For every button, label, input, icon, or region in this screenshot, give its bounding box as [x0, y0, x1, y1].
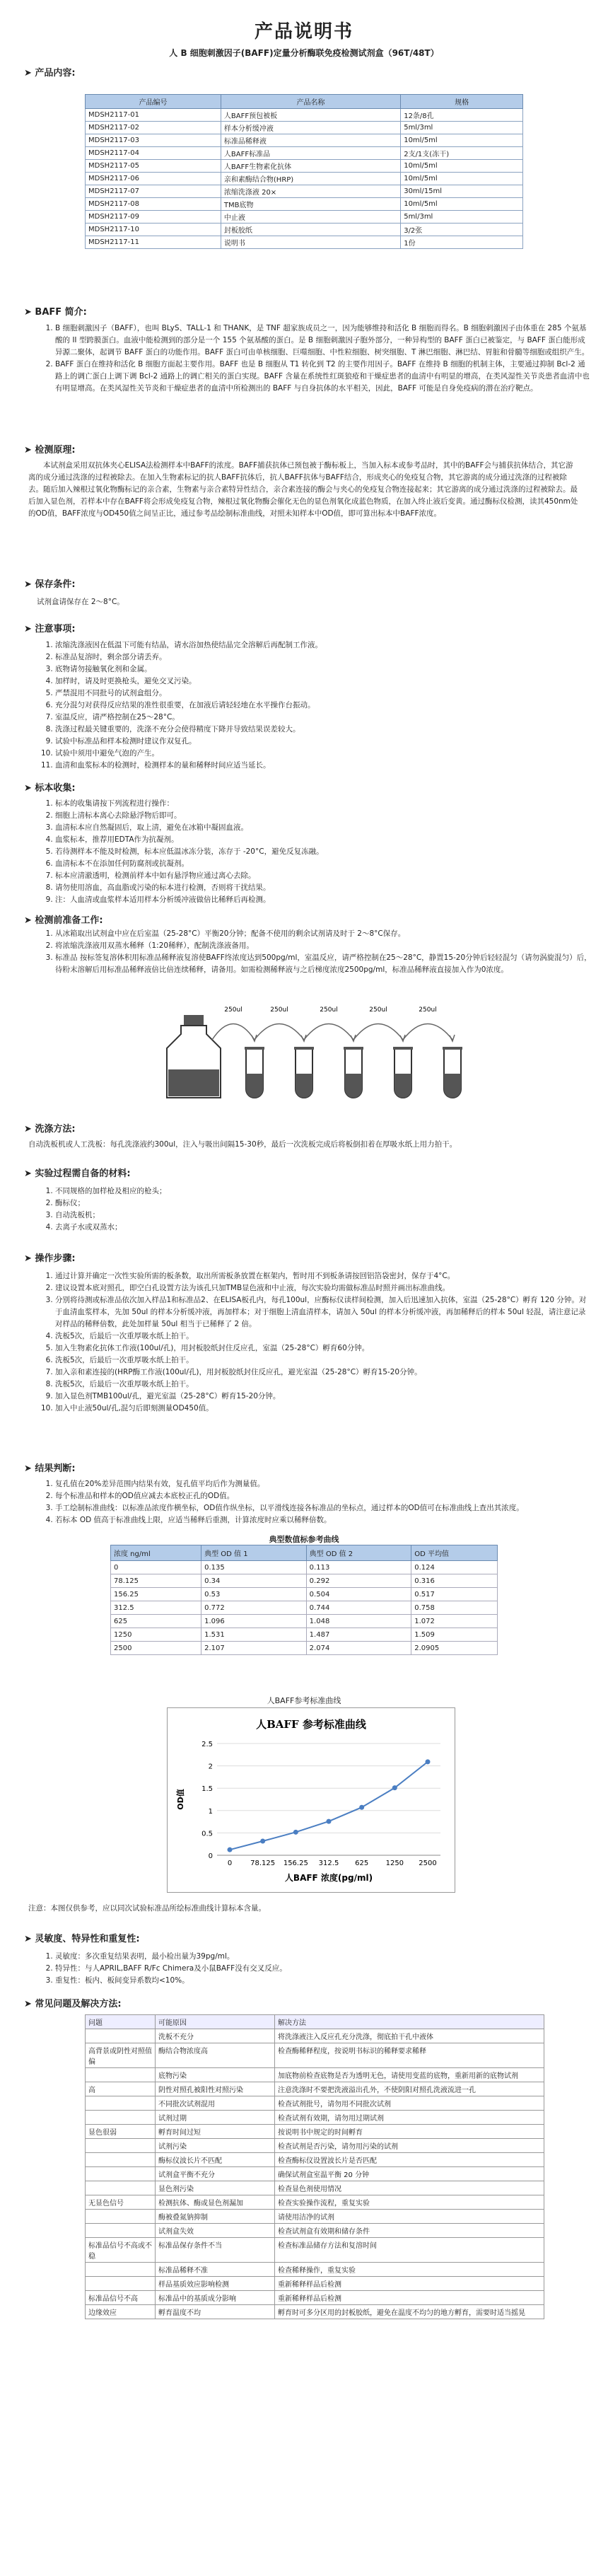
- list-item: 1. B 细胞刺激因子（BAFF），也叫 BLyS、TALL-1 和 THANK，是 TNF 超家族成员之一，因为能够维持和活化 B 细胞而得名。B 细胞刺激因子由体重在 285 个氨基酸的 II 型跨膜蛋白。血液中能检测到的部分是一个 155 个氨基酸的蛋白。是 B 细胞刺激因子胞外部分，一种异构型的 BAFF 蛋白已被鉴定，与 BAFF 蛋白能形成异源二聚体，起调节 BAFF 蛋白的功能作用。BAFF 蛋白可由单核细胞、巨噬细胞、中性粒细胞、树突细胞、T 淋巴细胞、淋巴结、胃脏和骨髓等细胞或组织产生。: [55, 323, 592, 359]
- table-cell: 625: [111, 1615, 201, 1628]
- list-item: 10. 加入中止液50ul/孔,混匀后即刻测量OD450值。: [55, 1403, 592, 1415]
- list-item: 5. 若待测样本不能及时检测，标本应低温冰冻分装，冻存于 -20°C，避免反复冻融。: [55, 846, 592, 858]
- table-row: [86, 236, 523, 249]
- transfer-volume-label: 250ul: [419, 1006, 437, 1014]
- table-cell: 5ml/3ml: [401, 122, 523, 134]
- table-row: [86, 2291, 544, 2305]
- table-row: [86, 2139, 544, 2153]
- page-subtitle: 人 B 细胞刺激因子(BAFF)定量分析酶联免疫检测试剂盒（96T/48T）: [169, 48, 439, 58]
- table-row: [111, 1642, 498, 1655]
- table-cell: 底物污染: [156, 2068, 275, 2082]
- table-cell: 检查稀释操作，重复实验: [275, 2263, 544, 2277]
- data-point: [426, 1759, 431, 1764]
- list-item: 4. 若标本 OD 值高于标准曲线上限，应适当稀释后重测，计算浓度时应乘以稀释倍数。: [55, 1514, 592, 1526]
- list-item: 9. 注：人血清或血浆样本适用样本分析缓冲液做倍比稀释后再检测。: [55, 894, 592, 906]
- sensitivity-list: [41, 1951, 592, 1987]
- list-item: 8. 洗涤过程最关键重要的，洗涤不充分会使得精度下降并导致结果误差较大。: [55, 724, 592, 736]
- list-item: 7. 加入亲和素连接的(HRP酶工作液(100ul/孔)，用封板胶纸封住反应孔，避光室温（25-28°C）孵育15-20分钟。: [55, 1367, 592, 1379]
- wash-text: 自动洗板机或人工洗板：每孔洗涤液约300ul，注入与吸出间隔15-30秒，最后一次洗板完成后将板倒扣着在厚吸水纸上用力拍干。: [28, 1140, 457, 1149]
- table-cell: 2.107: [201, 1642, 307, 1655]
- table-cell: 问题: [86, 2015, 156, 2029]
- table-cell: MDSH2117-08: [86, 198, 221, 211]
- list-item: 2. 标准品复溶时，剩余部分请丢弃。: [55, 651, 592, 663]
- list-item: 11. 血清和血浆标本的检测时，检测样本的量和稀释时间应适当延长。: [55, 760, 592, 772]
- data-point: [293, 1830, 298, 1835]
- prep-list: [41, 928, 592, 976]
- chart-caption: 人BAFF参考标准曲线: [267, 1696, 341, 1705]
- x-tick-label: 625: [355, 1860, 369, 1867]
- list-item: 1. 通过计算并确定一次性实验所需的板条数，取出所需板条放置在框架内，暂时用不到板条请按回铝箔袋密封，保存于4°C。: [55, 1270, 592, 1282]
- table-cell: [86, 2224, 156, 2238]
- list-item: 3. 重复性：板内、板间变异系数均<10%。: [55, 1975, 592, 1987]
- table-cell: 显色剂污染: [156, 2181, 275, 2195]
- table-cell: 156.25: [111, 1588, 201, 1601]
- x-tick-label: 0: [227, 1860, 233, 1867]
- table-row: [86, 2195, 544, 2210]
- table-cell: 样本分析缓冲液: [221, 122, 400, 134]
- table-cell: 检查酶标仪设置波长片是否匹配: [275, 2153, 544, 2167]
- table-cell: 孵育温度不均: [156, 2305, 275, 2319]
- table-cell: 检查试剂有效期，请勿用过期试剂: [275, 2111, 544, 2125]
- list-item: 4. 去离子水或双蒸水；: [55, 1222, 592, 1234]
- y-tick-label: 0.5: [201, 1830, 213, 1838]
- table-cell: 加底物前检查底物是否为透明无色，请使用变蓝的底物，重新用新的底物试剂: [275, 2068, 544, 2082]
- table-row: [111, 1628, 498, 1642]
- list-item: 7. 标本应清澈透明，检测前样本中如有悬浮物应通过离心去除。: [55, 870, 592, 882]
- table-cell: 亲和素酶结合物(HRP): [221, 173, 400, 185]
- table-cell: 说明书: [221, 236, 400, 249]
- list-item: 1. 复孔值在20%差异范围内结果有效，复孔值平均后作为测量值。: [55, 1478, 592, 1490]
- x-tick-label: 156.25: [283, 1860, 308, 1867]
- y-tick-label: 1: [208, 1807, 213, 1816]
- table-cell: [86, 2263, 156, 2277]
- list-item: 3. 手工绘制标准曲线：以标准品浓度作横坐标，OD值作纵坐标，以平滑线连接各标准品的坐标点，通过样本的OD值可在标准曲线上查出其浓度。: [55, 1502, 592, 1514]
- dilution-diagram: [156, 990, 495, 1110]
- list-item: 9. 试验中标准品和样本检测时建议作双复孔。: [55, 736, 592, 748]
- table-cell: 标准品中的基质成分影响: [156, 2291, 275, 2305]
- table-row: [86, 2096, 544, 2111]
- table-cell: MDSH2117-06: [86, 173, 221, 185]
- table-row: [86, 2210, 544, 2224]
- list-item: 8. 请勿使用溶血，高血脂或污染的标本进行检测，否则将干扰结果。: [55, 882, 592, 894]
- table-cell: 5ml/3ml: [401, 211, 523, 224]
- contents-table: [85, 94, 523, 249]
- y-tick-label: 2.5: [201, 1741, 213, 1748]
- table-cell: 标准品稀释液: [221, 134, 400, 147]
- list-item: 6. 洗板5次，后最后一次重厚吸水纸上拍干。: [55, 1354, 592, 1367]
- table-cell: MDSH2117-01: [86, 109, 221, 122]
- table-cell: MDSH2117-03: [86, 134, 221, 147]
- table-row: [86, 2167, 544, 2181]
- data-point: [327, 1819, 332, 1824]
- table-row: [111, 1561, 498, 1574]
- table-header: 典型 OD 值 1: [201, 1545, 307, 1561]
- section-heading-materials: ➤ 实验过程需自备的材料:: [24, 1166, 131, 1179]
- x-tick-label: 78.125: [250, 1860, 276, 1867]
- table-row: [111, 1574, 498, 1588]
- table-header: 浓度 ng/ml: [111, 1545, 201, 1561]
- table-cell: [86, 2139, 156, 2153]
- table-cell: MDSH2117-09: [86, 211, 221, 224]
- table-cell: MDSH2117-07: [86, 185, 221, 198]
- table-cell: 1.531: [201, 1628, 307, 1642]
- table-cell: 酶结合物浓度高: [156, 2043, 275, 2068]
- list-item: 2. 酶标仪；: [55, 1197, 592, 1209]
- x-tick-label: 312.5: [318, 1860, 339, 1867]
- steps-list: [41, 1270, 592, 1415]
- table-cell: 标准品信号不高: [86, 2291, 156, 2305]
- table-cell: 孵育时间过短: [156, 2125, 275, 2139]
- list-item: 4. 血浆标本，推荐用EDTA作为抗凝剂。: [55, 834, 592, 846]
- table-cell: [86, 2029, 156, 2043]
- transfer-volume-label: 250ul: [320, 1006, 338, 1014]
- table-cell: 标准品信号不高或不稳: [86, 2238, 156, 2263]
- table-cell: 检测抗体、酶或显色剂漏加: [156, 2195, 275, 2210]
- table-row: [86, 2224, 544, 2238]
- list-item: 5. 加入生物素化抗体工作液(100ul/孔)，用封板胶纸封住反应孔，室温（25-28°C）孵育60分钟。: [55, 1342, 592, 1354]
- table-row: [86, 134, 523, 147]
- list-item: 2. 细胞上清标本离心去除悬浮物后即可。: [55, 810, 592, 822]
- list-item: 1. 标本的收集请按下列流程进行操作：: [55, 798, 592, 810]
- list-item: 2. 每个标准品和样本的OD值应减去本底校正孔的OD值。: [55, 1490, 592, 1502]
- section-heading-sensitivity: ➤ 灵敏度、特异性和重复性:: [24, 1931, 140, 1944]
- materials-list: [41, 1185, 592, 1234]
- table-row: [86, 147, 523, 160]
- table-cell: 阴性对照孔被阳性对照污染: [156, 2082, 275, 2096]
- table-row: [86, 109, 523, 122]
- list-item: 10. 试验中须用中避免气泡的产生。: [55, 748, 592, 760]
- ref-table-caption: 典型数值标参考曲线: [269, 1535, 339, 1544]
- table-cell: 1份: [401, 236, 523, 249]
- table-cell: 1.096: [201, 1615, 307, 1628]
- x-tick-label: 1250: [385, 1860, 404, 1867]
- chart-frame: [167, 1707, 455, 1893]
- page-title: 产品说明书: [254, 21, 353, 42]
- table-cell: 酶被叠氮钠抑制: [156, 2210, 275, 2224]
- table-cell: 人BAFF预包被板: [221, 109, 400, 122]
- table-cell: 标准品保存条件不当: [156, 2238, 275, 2263]
- list-item: 3. 底物请勿接触氧化剂和金属。: [55, 663, 592, 675]
- table-cell: 检查显色剂使用情况: [275, 2181, 544, 2195]
- list-item: 2. 特异性：与人APRIL,BAFF R/Fc Chimera及小鼠BAFF没有交叉反应。: [55, 1963, 592, 1975]
- table-cell: MDSH2117-04: [86, 147, 221, 160]
- table-row: [86, 2125, 544, 2139]
- table-cell: 0.135: [201, 1561, 307, 1574]
- table-cell: 10ml/5ml: [401, 134, 523, 147]
- list-item: 3. 血清标本应自然凝固后，取上清，避免在冰箱中凝固血液。: [55, 822, 592, 834]
- table-cell: 10ml/5ml: [401, 173, 523, 185]
- list-item: 8. 洗板5次，后最后一次重厚吸水纸上拍干。: [55, 1379, 592, 1391]
- table-cell: [86, 2153, 156, 2167]
- transfer-volume-label: 250ul: [224, 1006, 242, 1014]
- table-cell: 标准品稀释不准: [156, 2263, 275, 2277]
- list-item: 4. 加样时，请及时更换枪头，避免交叉污染。: [55, 675, 592, 687]
- list-item: 1. 浓缩洗涤液因在低温下可能有结晶，请水浴加热使结晶完全溶解后再配制工作液。: [55, 639, 592, 651]
- table-cell: 2500: [111, 1642, 201, 1655]
- table-cell: 0.744: [306, 1601, 411, 1615]
- data-point: [359, 1805, 364, 1810]
- table-header: 产品名称: [221, 95, 400, 109]
- table-cell: 无显色信号: [86, 2195, 156, 2210]
- collection-list: [41, 798, 592, 906]
- table-cell: 封板胶纸: [221, 224, 400, 236]
- table-cell: 可能原因: [156, 2015, 275, 2029]
- table-cell: 确保试剂盒室温平衡 20 分钟: [275, 2167, 544, 2181]
- table-cell: 将洗涤液注入反应孔充分洗涤，彻底拍干孔中液体: [275, 2029, 544, 2043]
- list-item: 9. 加入显色剂TMB100ul/孔，避光室温（25-28°C）孵育15-20分钟。: [55, 1391, 592, 1403]
- table-cell: 0.772: [201, 1601, 307, 1615]
- table-cell: 试剂盒失效: [156, 2224, 275, 2238]
- table-cell: 高: [86, 2082, 156, 2096]
- table-cell: 试剂盒平衡不充分: [156, 2167, 275, 2181]
- section-heading-steps: ➤ 操作步骤:: [24, 1251, 76, 1264]
- table-row: [111, 1588, 498, 1601]
- table-cell: 检查试剂批号，请勿用不同批次试剂: [275, 2096, 544, 2111]
- table-cell: 重新稀释样品后检测: [275, 2291, 544, 2305]
- table-cell: 0.53: [201, 1588, 307, 1601]
- table-cell: [86, 2068, 156, 2082]
- data-point: [260, 1839, 265, 1844]
- stock-bottle-icon: [167, 1015, 221, 1098]
- standard-curve-chart: [168, 1708, 455, 1892]
- table-row: [86, 2305, 544, 2319]
- table-row: [111, 1615, 498, 1628]
- table-cell: 1.048: [306, 1615, 411, 1628]
- table-cell: 0.517: [411, 1588, 498, 1601]
- table-row: [86, 2153, 544, 2167]
- storage-text: 试剂盒请保存在 2～8°C。: [37, 598, 124, 606]
- y-tick-label: 1.5: [201, 1785, 213, 1794]
- table-cell: 边缘效应: [86, 2305, 156, 2319]
- table-cell: 78.125: [111, 1574, 201, 1588]
- table-cell: 试剂过期: [156, 2111, 275, 2125]
- reference-table: [110, 1545, 498, 1655]
- table-cell: MDSH2117-02: [86, 122, 221, 134]
- list-item: 4. 洗板5次，后最后一次重厚吸水纸上拍干。: [55, 1330, 592, 1342]
- table-cell: 2.0905: [411, 1642, 498, 1655]
- table-cell: 按说明书中规定的时间孵育: [275, 2125, 544, 2139]
- table-cell: 0.34: [201, 1574, 307, 1588]
- list-item: 3. 标准品 按标签复溶体积用标准品稀释液复溶使BAFF终浓度达到500pg/ml，室温反应，请严格控制在25～28°C，静置15-20分钟后轻轻混匀（请勿涡旋混匀）后，待粉末溶解后用标准品稀释液倍比倍连续稀释，请备用。如需检测稀释液与之后梯度浓度2500pg/ml，标准品稀释液直接加入作为0浓度。: [55, 952, 592, 976]
- table-row: [86, 173, 523, 185]
- section-heading-wash: ➤ 洗涤方法:: [24, 1121, 76, 1135]
- table-cell: 0.292: [306, 1574, 411, 1588]
- table-cell: 试剂污染: [156, 2139, 275, 2153]
- section-heading-faq: ➤ 常见问题及解决方法:: [24, 1996, 122, 2009]
- table-cell: 2.074: [306, 1642, 411, 1655]
- table-row: [86, 2068, 544, 2082]
- list-item: 1. 不同规格的加样枪及相应的枪头；: [55, 1185, 592, 1197]
- y-tick-label: 0: [208, 1852, 213, 1860]
- table-cell: [86, 2096, 156, 2111]
- table-cell: 10ml/5ml: [401, 160, 523, 173]
- table-row: [86, 185, 523, 198]
- table-cell: 中止液: [221, 211, 400, 224]
- table-cell: MDSH2117-10: [86, 224, 221, 236]
- table-cell: 1250: [111, 1628, 201, 1642]
- table-header: OD 平均值: [411, 1545, 498, 1561]
- table-cell: 人BAFF标准品: [221, 147, 400, 160]
- transfer-volume-label: 250ul: [270, 1006, 288, 1014]
- table-cell: [86, 2210, 156, 2224]
- table-cell: 1.509: [411, 1628, 498, 1642]
- table-row: [86, 2181, 544, 2195]
- table-cell: 注意洗涤时不要把洗液溢出孔外，不使阴阳对照孔洗液流进一孔: [275, 2082, 544, 2096]
- table-cell: [86, 2181, 156, 2195]
- notes-list: [41, 639, 592, 772]
- table-cell: [86, 2277, 156, 2291]
- table-cell: 0.504: [306, 1588, 411, 1601]
- x-tick-label: 2500: [419, 1860, 437, 1867]
- table-cell: 30ml/15ml: [401, 185, 523, 198]
- list-item: 2. 将浓缩洗涤液用双蒸水稀释（1:20稀释），配制洗涤液备用。: [55, 940, 592, 952]
- table-cell: 显色很弱: [86, 2125, 156, 2139]
- data-point: [392, 1785, 397, 1790]
- y-axis-label: OD值: [176, 1789, 185, 1810]
- intro-list: [41, 323, 592, 395]
- table-row: [86, 211, 523, 224]
- table-row: [86, 2238, 544, 2263]
- x-axis-label: 人BAFF 浓度(pg/ml): [284, 1873, 373, 1883]
- section-heading-results: ➤ 结果判断:: [24, 1461, 76, 1474]
- chart-title: 人BAFF 参考标准曲线: [256, 1718, 366, 1731]
- list-item: 2. BAFF 蛋白在维持和活化 B 细胞方面起主要作用。BAFF 也是 B 细胞从 T1 转化到 T2 的主要作用因子。BAFF 在维持 B 细胞的机制主体，主要通过抑制 Bcl-2 通路上的调亡蛋白上调下调 Bcl-2 通路上的调亡相关的蛋白实现。BAFF 含量在系统性红斑狼疮和干燥症患者的血清中有明显的增高，在类风湿性关节炎患者血清中也有明显增高。在类风湿性关节炎和干燥症患者的血清中所检测出的 BAFF 与自身抗体的水平相关，因此，BAFF 可能是自身免疫病的潜在治疗靶点。: [55, 359, 592, 395]
- table-row: [86, 198, 523, 211]
- table-row: [86, 224, 523, 236]
- table-cell: 检查试剂是否污染，请勿用污染的试剂: [275, 2139, 544, 2153]
- contents-header-row: [86, 95, 523, 109]
- list-item: 7. 室温反应，请严格控制在25～28°C。: [55, 712, 592, 724]
- data-point: [228, 1847, 233, 1852]
- section-heading-storage: ➤ 保存条件:: [24, 576, 76, 590]
- table-header: 产品编号: [86, 95, 221, 109]
- section-heading-notes: ➤ 注意事项:: [24, 621, 76, 634]
- table-cell: 孵育时可多分区用的封板胶纸，避免在温度不均匀的地方孵育，需要时适当摇晃: [275, 2305, 544, 2319]
- table-cell: 1.487: [306, 1628, 411, 1642]
- list-item: 2. 建议设置本底对照孔，即空白孔设置方法为该孔只加TMB显色液和中止液，每次实验均需做标准品时照并画出标准曲线。: [55, 1282, 592, 1294]
- results-list: [41, 1478, 592, 1526]
- chart-note: 注意：本图仅供参考，应以同次试验标准品所绘标准曲线计算标本含量。: [28, 1904, 266, 1913]
- table-cell: 0.113: [306, 1561, 411, 1574]
- table-cell: 0.124: [411, 1561, 498, 1574]
- list-item: 1. 灵敏度：多次重复结果表明，最小检出量为39pg/ml。: [55, 1951, 592, 1963]
- table-row: [111, 1601, 498, 1615]
- table-row: [86, 2111, 544, 2125]
- table-cell: 解决方法: [275, 2015, 544, 2029]
- table-cell: [86, 2167, 156, 2181]
- series-line: [230, 1762, 428, 1850]
- table-row: [86, 2263, 544, 2277]
- list-item: 6. 充分混匀对获得反应结果的准性很重要，在加液后请轻轻地在水平操作台振动。: [55, 700, 592, 712]
- table-cell: 0.316: [411, 1574, 498, 1588]
- list-item: 1. 从冰箱取出试剂盒中应在后室温（25-28°C）平衡20分钟；配备不使用的剩余试剂请及时于 2～8°C保存。: [55, 928, 592, 940]
- table-cell: 2支/1支(冻干): [401, 147, 523, 160]
- table-cell: MDSH2117-11: [86, 236, 221, 249]
- table-cell: 0: [111, 1561, 201, 1574]
- table-row: [86, 2029, 544, 2043]
- y-tick-label: 2: [208, 1763, 213, 1771]
- table-cell: 浓缩洗涤液 20×: [221, 185, 400, 198]
- table-row: [86, 2082, 544, 2096]
- table-cell: 312.5: [111, 1601, 201, 1615]
- table-cell: 不同批次试剂混用: [156, 2096, 275, 2111]
- table-cell: 3/2张: [401, 224, 523, 236]
- table-cell: 检查试剂盒有效期和储存条件: [275, 2224, 544, 2238]
- table-cell: 请使用洁净的试剂: [275, 2210, 544, 2224]
- principle-text: 本试剂盒采用双抗体夹心ELISA法检测样本中BAFF的浓度。BAFF捕获抗体已预包被于酶标板上，当加入标本或参考品时，其中的BAFF会与捕获抗体结合，其它游离的成分通过洗涤的过程被除去。在加入生物素标记的抗人BAFF抗体后，抗人BAFF抗体与BAFF结合，形成夹心的免疫复合物，其它游离的成分通过洗涤的过程被除去。随后加入辣根过氧化物酶标记的亲合素，生物素与亲合素特异性结合，亲合素连接的酶会与夹心的免疫复合物连接起来；其它游离的成分通过洗涤的过程被除去。最后加入显色剂，若样本中存在BAFF将会形成免疫复合物，辣根过氧化物酶会催化无色的显色剂氧化成蓝色物质，在加入终止液后变黄。通过酶标仪检测，读其450nm处的OD值，BAFF浓度与OD450值之间呈正比，通过参考品绘制标准曲线，对照未知样本中OD值，即可算出标本中BAFF浓度。: [28, 461, 578, 518]
- list-item: 5. 严禁混用不同批号的试剂盒组分。: [55, 687, 592, 700]
- table-cell: 酶标仪波长片不匹配: [156, 2153, 275, 2167]
- section-heading-principle: ➤ 检测原理:: [24, 442, 76, 456]
- table-cell: 洗板不充分: [156, 2029, 275, 2043]
- table-cell: 人BAFF生物素化抗体: [221, 160, 400, 173]
- table-cell: 12条/8孔: [401, 109, 523, 122]
- table-cell: 高背景或阴性对照值偏: [86, 2043, 156, 2068]
- section-heading-collection: ➤ 标本收集:: [24, 780, 76, 794]
- table-row: [86, 2043, 544, 2068]
- table-cell: 重新稀释样品后检测: [275, 2277, 544, 2291]
- table-row: [86, 122, 523, 134]
- table-cell: [86, 2111, 156, 2125]
- table-row: [86, 160, 523, 173]
- table-header: 规格: [401, 95, 523, 109]
- table-cell: 检查实验操作流程，重复实验: [275, 2195, 544, 2210]
- list-item: 6. 血清标本不在添加任何防腐剂或抗凝剂。: [55, 858, 592, 870]
- table-row: [86, 2277, 544, 2291]
- table-cell: 检查酶稀释程度，按说明书标识的稀释要求稀释: [275, 2043, 544, 2068]
- table-cell: 样品基质效应影响检测: [156, 2277, 275, 2291]
- section-heading-prep: ➤ 检测前准备工作:: [24, 912, 103, 926]
- table-cell: MDSH2117-05: [86, 160, 221, 173]
- table-cell: 10ml/5ml: [401, 198, 523, 211]
- section-heading-intro: ➤ BAFF 简介:: [24, 304, 87, 318]
- transfer-volume-label: 250ul: [369, 1006, 387, 1014]
- table-cell: TMB底物: [221, 198, 400, 211]
- list-item: 3. 自动洗板机；: [55, 1209, 592, 1222]
- faq-table: [85, 2014, 544, 2319]
- table-cell: 1.072: [411, 1615, 498, 1628]
- table-header: 典型 OD 值 2: [306, 1545, 411, 1561]
- list-item: 3. 分别将待测或标准品依次加入样品1和标准品2、在ELISA板孔内，每孔100ul，应酶标仪读样间检测，加入后迅速加入抗体，室温（25-28°C）孵育 120 分钟。对于血清血浆样本，先加 50ul 的样本分析缓冲液，再加样本；对于细胞上清血清样本，请加入 50ul 的样本分析缓冲液，再加稀释后的样本 50ul 轻混，请注意记录对样品的稀释倍数，此处加样量 50ul 相当于已稀释了 2 倍。: [55, 1294, 592, 1330]
- table-row: [86, 2015, 544, 2029]
- table-cell: 0.758: [411, 1601, 498, 1615]
- table-cell: 检查标准品储存方法和复溶时间: [275, 2238, 544, 2263]
- section-heading-contents: ➤ 产品内容:: [24, 65, 76, 79]
